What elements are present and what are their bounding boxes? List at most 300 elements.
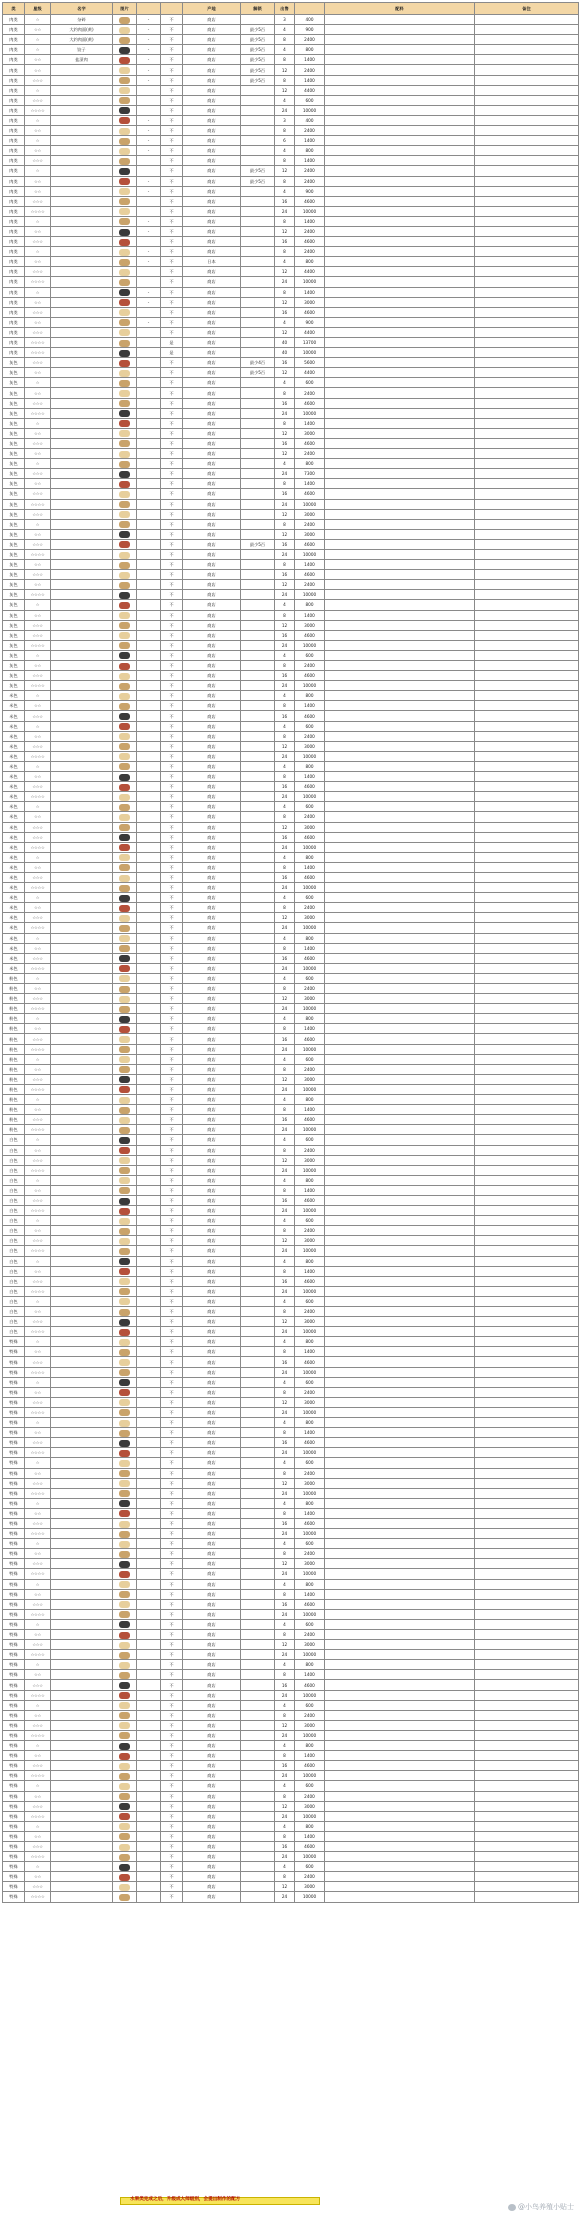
food-thumbnail-cell (113, 529, 137, 539)
table-cell (475, 206, 579, 216)
food-thumbnail-cell (113, 1599, 137, 1609)
table-cell (137, 1831, 161, 1841)
table-cell (475, 1024, 579, 1034)
table-cell (241, 560, 275, 570)
table-cell (241, 600, 275, 610)
table-cell (241, 1508, 275, 1518)
food-image (119, 340, 130, 347)
food-image (119, 1793, 130, 1800)
table-cell: 10000 (295, 1165, 325, 1175)
table-cell (325, 519, 475, 529)
table-cell: 大约肉面(黄) (51, 25, 113, 35)
table-cell (137, 772, 161, 782)
table-cell (137, 1367, 161, 1377)
food-thumbnail-cell (113, 1488, 137, 1498)
table-cell: 24 (275, 1206, 295, 1216)
table-cell: 4 (275, 146, 295, 156)
food-thumbnail-cell (113, 1206, 137, 1216)
table-cell: 3000 (295, 297, 325, 307)
table-cell (51, 1791, 113, 1801)
table-cell: 4600 (295, 539, 325, 549)
table-cell: 不 (161, 1690, 183, 1700)
table-cell: 商店 (183, 358, 241, 368)
table-row (3, 560, 579, 570)
table-cell (51, 1428, 113, 1438)
table-cell: 商店 (183, 1700, 241, 1710)
table-cell: 特殊 (3, 1397, 25, 1407)
table-cell (51, 984, 113, 994)
table-cell: 商店 (183, 529, 241, 539)
table-cell (325, 1549, 475, 1559)
food-thumbnail-cell (113, 1145, 137, 1155)
table-cell: 4600 (295, 1680, 325, 1690)
food-thumbnail-cell (113, 1841, 137, 1851)
table-cell (325, 549, 475, 559)
table-cell: 商店 (183, 751, 241, 761)
table-cell: - (137, 55, 161, 65)
table-cell (137, 358, 161, 368)
table-cell: 24 (275, 1730, 295, 1740)
table-cell: 12 (275, 580, 295, 590)
table-cell: 商店 (183, 872, 241, 882)
table-cell: 24 (275, 1125, 295, 1135)
table-cell: 不 (161, 842, 183, 852)
table-cell (137, 1609, 161, 1619)
food-image (119, 410, 130, 417)
food-image (119, 1854, 130, 1861)
star-rating: ☆☆☆☆ (25, 1771, 51, 1781)
table-cell (137, 1115, 161, 1125)
food-image (119, 239, 130, 246)
table-cell (241, 1145, 275, 1155)
table-cell: 8 (275, 156, 295, 166)
table-cell (241, 398, 275, 408)
food-thumbnail-cell (113, 1619, 137, 1629)
table-cell: 不 (161, 307, 183, 317)
table-cell: 米色 (3, 721, 25, 731)
table-cell: 不 (161, 1872, 183, 1882)
table-row (3, 1589, 579, 1599)
table-row (3, 671, 579, 681)
table-cell: 粉色 (3, 973, 25, 983)
table-cell (241, 499, 275, 509)
food-image (119, 1833, 130, 1840)
table-cell (137, 1559, 161, 1569)
table-cell (325, 691, 475, 701)
table-cell: 商店 (183, 1095, 241, 1105)
table-cell (325, 1811, 475, 1821)
star-rating: ☆☆☆ (25, 1317, 51, 1327)
table-cell (241, 257, 275, 267)
table-cell: 1400 (295, 1266, 325, 1276)
table-cell: 特殊 (3, 1529, 25, 1539)
table-cell (325, 1771, 475, 1781)
food-thumbnail-cell (113, 115, 137, 125)
table-cell: 特殊 (3, 1549, 25, 1559)
food-image (119, 1379, 130, 1386)
table-cell: 12 (275, 1882, 295, 1892)
table-cell: 40 (275, 338, 295, 348)
table-row (3, 600, 579, 610)
table-cell (137, 1892, 161, 1902)
table-cell: 商店 (183, 1680, 241, 1690)
table-cell (137, 600, 161, 610)
table-cell: 12 (275, 85, 295, 95)
table-cell (475, 1791, 579, 1801)
table-cell (137, 580, 161, 590)
table-cell: 1400 (295, 1024, 325, 1034)
table-cell (51, 428, 113, 438)
table-cell (137, 731, 161, 741)
table-cell: 特殊 (3, 1539, 25, 1549)
column-header: 类 (3, 3, 25, 15)
table-cell: 商店 (183, 1418, 241, 1428)
table-cell (475, 1619, 579, 1629)
table-cell (137, 1619, 161, 1629)
table-cell: 不 (161, 297, 183, 307)
table-cell: 粉色 (3, 1034, 25, 1044)
table-cell: 商店 (183, 943, 241, 953)
table-cell: 不 (161, 136, 183, 146)
table-row (3, 327, 579, 337)
table-cell (241, 479, 275, 489)
table-row (3, 176, 579, 186)
table-cell (51, 1377, 113, 1387)
star-rating: ☆☆☆☆ (25, 640, 51, 650)
table-cell: 不 (161, 1730, 183, 1740)
food-image (119, 541, 130, 548)
table-cell (475, 1660, 579, 1670)
food-image (119, 1702, 130, 1709)
food-image (119, 955, 130, 962)
table-cell (475, 1730, 579, 1740)
table-cell: 灰色 (3, 479, 25, 489)
food-image (119, 1369, 130, 1376)
table-cell (475, 822, 579, 832)
table-cell (325, 438, 475, 448)
table-cell (241, 196, 275, 206)
table-cell: 800 (295, 691, 325, 701)
table-cell (137, 105, 161, 115)
food-image (119, 158, 130, 165)
food-image (119, 1753, 130, 1760)
table-cell: 24 (275, 1286, 295, 1296)
table-cell (241, 933, 275, 943)
table-cell (241, 1327, 275, 1337)
table-cell: 8 (275, 1670, 295, 1680)
table-cell: 商店 (183, 883, 241, 893)
table-cell: 16 (275, 1761, 295, 1771)
table-cell (325, 418, 475, 428)
table-cell (137, 1710, 161, 1720)
table-cell (325, 1599, 475, 1609)
table-cell (51, 206, 113, 216)
table-cell (137, 1630, 161, 1640)
table-cell: 4 (275, 1741, 295, 1751)
table-cell: 16 (275, 237, 295, 247)
table-cell (241, 1337, 275, 1347)
table-cell: 不 (161, 1811, 183, 1821)
table-cell: 2400 (295, 388, 325, 398)
table-cell: 4600 (295, 398, 325, 408)
star-rating: ☆☆ (25, 428, 51, 438)
table-cell: 不 (161, 1155, 183, 1165)
table-cell: 商店 (183, 1145, 241, 1155)
table-cell (475, 338, 579, 348)
table-cell: 24 (275, 206, 295, 216)
table-cell (325, 792, 475, 802)
table-cell (325, 25, 475, 35)
table-cell (241, 923, 275, 933)
table-cell (137, 963, 161, 973)
table-cell (241, 842, 275, 852)
table-cell: 不 (161, 1246, 183, 1256)
table-cell (137, 1256, 161, 1266)
table-cell (241, 85, 275, 95)
star-rating: ☆☆ (25, 65, 51, 75)
table-row (3, 35, 579, 45)
food-image (119, 1783, 130, 1790)
table-cell (241, 1367, 275, 1377)
food-image (119, 1097, 130, 1104)
table-cell (51, 449, 113, 459)
table-cell (325, 1357, 475, 1367)
table-cell: 不 (161, 1407, 183, 1417)
table-cell: 不 (161, 1014, 183, 1024)
table-cell: 灰色 (3, 388, 25, 398)
table-cell: 13700 (295, 338, 325, 348)
table-cell: 肉类 (3, 105, 25, 115)
food-thumbnail-cell (113, 156, 137, 166)
table-cell: 特殊 (3, 1569, 25, 1579)
star-rating: ☆☆ (25, 1589, 51, 1599)
table-row (3, 287, 579, 297)
table-row (3, 489, 579, 499)
table-cell: 4600 (295, 872, 325, 882)
table-cell (137, 1700, 161, 1710)
table-cell (475, 1448, 579, 1458)
table-cell (137, 1377, 161, 1387)
table-cell: 肉类 (3, 166, 25, 176)
table-cell: 12 (275, 1397, 295, 1407)
table-cell (241, 519, 275, 529)
table-cell (325, 1004, 475, 1014)
table-cell: 特殊 (3, 1468, 25, 1478)
table-row (3, 368, 579, 378)
table-cell: 4 (275, 852, 295, 862)
table-cell: 不 (161, 741, 183, 751)
table-cell (51, 509, 113, 519)
column-header: 解锁 (241, 3, 275, 15)
table-cell (475, 196, 579, 206)
table-cell: 不 (161, 1175, 183, 1185)
table-cell: 10000 (295, 1650, 325, 1660)
table-cell (325, 267, 475, 277)
table-row (3, 317, 579, 327)
table-cell: 6 (275, 136, 295, 146)
table-cell (241, 1529, 275, 1539)
table-cell (325, 1397, 475, 1407)
table-cell: 商店 (183, 176, 241, 186)
table-cell (475, 95, 579, 105)
table-cell (137, 1064, 161, 1074)
table-cell (241, 327, 275, 337)
table-cell: 最少5百 (241, 368, 275, 378)
table-cell (137, 1488, 161, 1498)
table-cell: 10000 (295, 499, 325, 509)
table-cell (51, 1337, 113, 1347)
table-cell (241, 297, 275, 307)
table-cell (51, 620, 113, 630)
food-image (119, 1117, 130, 1124)
table-cell: 24 (275, 1407, 295, 1417)
table-cell: 10000 (295, 792, 325, 802)
table-row (3, 893, 579, 903)
table-cell: 不 (161, 1296, 183, 1306)
table-cell: 不 (161, 933, 183, 943)
table-cell: 特殊 (3, 1488, 25, 1498)
table-cell: 不 (161, 1670, 183, 1680)
table-cell: 800 (295, 1660, 325, 1670)
star-rating: ☆☆☆ (25, 620, 51, 630)
table-row (3, 691, 579, 701)
table-cell (241, 206, 275, 216)
food-image (119, 1076, 130, 1083)
food-image (119, 360, 130, 367)
table-cell: 8 (275, 903, 295, 913)
table-cell (475, 1125, 579, 1135)
table-cell: 400 (295, 115, 325, 125)
table-cell (475, 1064, 579, 1074)
table-cell (137, 1690, 161, 1700)
table-cell: 粉色 (3, 1024, 25, 1034)
table-cell (137, 721, 161, 731)
table-cell: 不 (161, 1841, 183, 1851)
table-cell (475, 1135, 579, 1145)
table-cell (137, 822, 161, 832)
food-thumbnail-cell (113, 1529, 137, 1539)
table-cell (475, 1236, 579, 1246)
table-cell: 米色 (3, 913, 25, 923)
table-cell: 不 (161, 237, 183, 247)
table-cell: 4 (275, 893, 295, 903)
table-cell: 商店 (183, 681, 241, 691)
table-cell (475, 25, 579, 35)
table-cell: 10000 (295, 105, 325, 115)
table-cell: 商店 (183, 1862, 241, 1872)
table-cell: 商店 (183, 560, 241, 570)
table-row (3, 1781, 579, 1791)
star-rating: ☆☆ (25, 1872, 51, 1882)
table-cell: 日本 (183, 257, 241, 267)
table-cell: 不 (161, 1377, 183, 1387)
table-row (3, 1357, 579, 1367)
table-row (3, 1559, 579, 1569)
table-row (3, 509, 579, 519)
table-cell: 24 (275, 277, 295, 287)
table-cell (241, 1619, 275, 1629)
table-cell (475, 731, 579, 741)
food-image (119, 582, 130, 589)
star-rating: ☆☆☆ (25, 1357, 51, 1367)
table-cell (325, 1195, 475, 1205)
table-cell (51, 1862, 113, 1872)
table-cell: 白色 (3, 1246, 25, 1256)
table-cell: 特殊 (3, 1357, 25, 1367)
table-cell (241, 267, 275, 277)
food-thumbnail-cell (113, 438, 137, 448)
table-cell (51, 1418, 113, 1428)
table-cell: 2400 (295, 1064, 325, 1074)
star-rating: ☆☆☆☆ (25, 549, 51, 559)
table-cell (241, 1165, 275, 1175)
food-thumbnail-cell (113, 1650, 137, 1660)
table-cell: 4400 (295, 368, 325, 378)
star-rating: ☆☆ (25, 1670, 51, 1680)
table-row (3, 126, 579, 136)
table-row (3, 85, 579, 95)
table-cell: 商店 (183, 1125, 241, 1135)
star-rating: ☆☆☆ (25, 671, 51, 681)
table-cell: 8 (275, 772, 295, 782)
table-cell (137, 590, 161, 600)
table-cell: 4600 (295, 489, 325, 499)
table-cell (475, 1428, 579, 1438)
table-cell: 粉色 (3, 1095, 25, 1105)
table-cell (325, 75, 475, 85)
table-cell (325, 216, 475, 226)
food-thumbnail-cell (113, 1579, 137, 1589)
table-cell: 商店 (183, 1185, 241, 1195)
table-cell: - (137, 35, 161, 45)
table-cell (51, 741, 113, 751)
table-row (3, 822, 579, 832)
table-cell (325, 1488, 475, 1498)
table-cell (51, 782, 113, 792)
table-cell: 不 (161, 418, 183, 428)
table-cell (51, 701, 113, 711)
table-cell: 粉色 (3, 1044, 25, 1054)
table-row (3, 529, 579, 539)
table-cell: 800 (295, 852, 325, 862)
table-cell: 10000 (295, 1286, 325, 1296)
table-cell (475, 751, 579, 761)
food-image (119, 935, 130, 942)
table-cell (137, 1508, 161, 1518)
table-cell (51, 1276, 113, 1286)
table-cell: 不 (161, 620, 183, 630)
table-cell: 肉类 (3, 297, 25, 307)
table-cell: 商店 (183, 984, 241, 994)
table-cell (241, 1852, 275, 1862)
table-cell: 2400 (295, 126, 325, 136)
star-rating: ☆☆ (25, 812, 51, 822)
table-cell: 24 (275, 1004, 295, 1014)
food-image (119, 47, 130, 54)
table-cell: 不 (161, 994, 183, 1004)
star-rating: ☆☆☆ (25, 570, 51, 580)
table-cell: 4 (275, 1418, 295, 1428)
table-cell: 商店 (183, 1569, 241, 1579)
table-cell: 10000 (295, 963, 325, 973)
food-image (119, 794, 130, 801)
table-cell (51, 933, 113, 943)
table-cell: 不 (161, 1216, 183, 1226)
table-row (3, 782, 579, 792)
table-cell: 商店 (183, 1730, 241, 1740)
table-cell: 24 (275, 408, 295, 418)
table-row (3, 216, 579, 226)
